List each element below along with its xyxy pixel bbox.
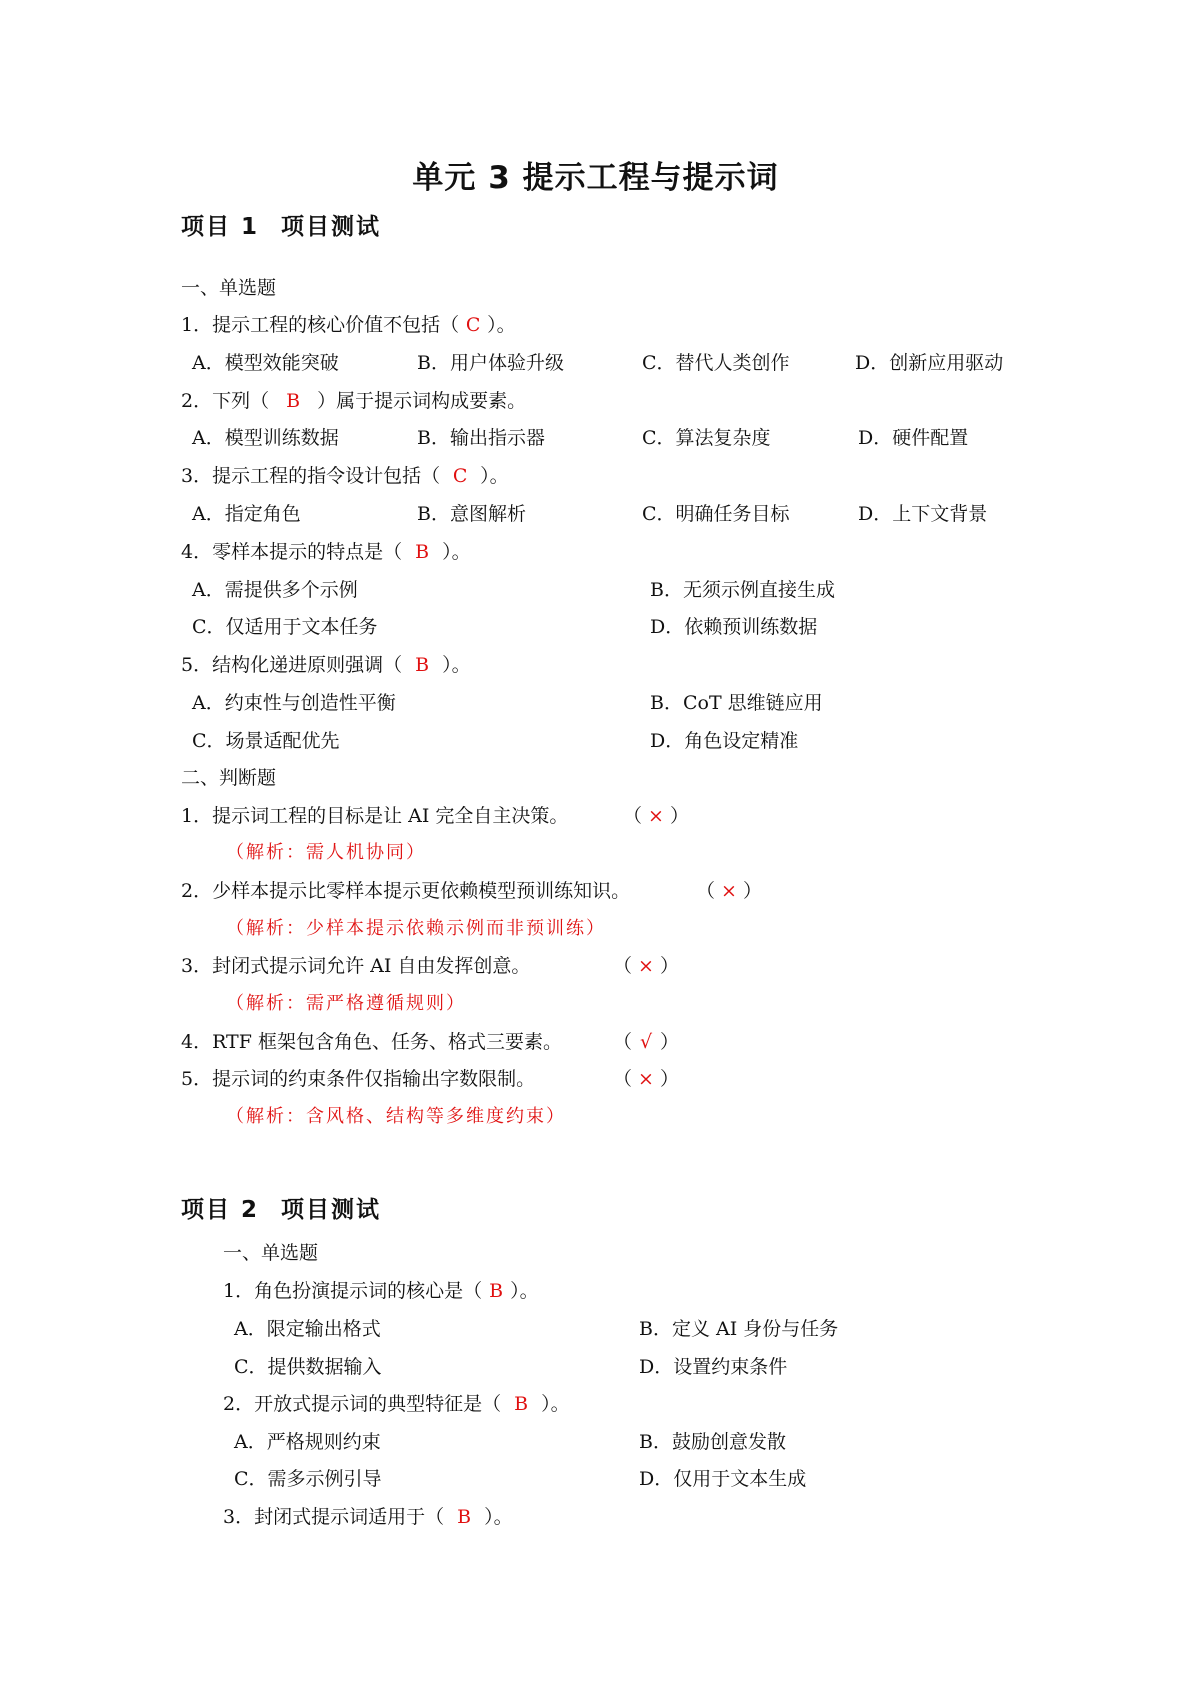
answer: C xyxy=(465,314,481,336)
option-a: A．模型训练数据 xyxy=(192,427,339,449)
judgement-1: 1．提示词工程的目标是让 AI 完全自主决策。 xyxy=(181,805,569,827)
option-c: C．提供数据输入 xyxy=(234,1356,382,1378)
page-title: 单元 3 提示工程与提示词 xyxy=(412,160,779,196)
option-c: C．替代人类创作 xyxy=(642,352,790,374)
question-3: 3．封闭式提示词适用于（ B ）。 xyxy=(223,1506,513,1528)
option-b: B．无须示例直接生成 xyxy=(650,579,835,601)
section-heading-project-1 xyxy=(181,208,381,241)
option-a: A．指定角色 xyxy=(192,503,301,525)
option-c: C．明确任务目标 xyxy=(642,503,790,525)
question-4: 4．零样本提示的特点是（ B ）。 xyxy=(181,541,471,563)
answer: B xyxy=(457,1506,472,1528)
option-b: B．意图解析 xyxy=(417,503,526,525)
option-c: C．算法复杂度 xyxy=(642,427,771,449)
option-a: A．模型效能突破 xyxy=(192,352,339,374)
judgement-3: 3．封闭式提示词允许 AI 自由发挥创意。 xyxy=(181,955,531,977)
option-b: B．鼓励创意发散 xyxy=(639,1431,786,1453)
judgement-4-answer: （ √ ） xyxy=(613,1031,680,1053)
option-c: C．场景适配优先 xyxy=(192,730,340,752)
option-a: A．限定输出格式 xyxy=(234,1318,381,1340)
option-c: C．需多示例引导 xyxy=(234,1468,382,1490)
subsection-single-choice: 一、单选题 xyxy=(223,1242,319,1264)
option-d: D．上下文背景 xyxy=(858,503,988,525)
answer: B xyxy=(415,654,430,676)
option-a: A．严格规则约束 xyxy=(234,1431,381,1453)
answer: B xyxy=(489,1280,504,1302)
option-d: D．设置约束条件 xyxy=(639,1356,788,1378)
judgement-5: 5．提示词的约束条件仅指输出字数限制。 xyxy=(181,1068,536,1090)
judgement-2-answer: （ × ） xyxy=(696,880,763,902)
heading-number: 项目 2 xyxy=(181,1197,260,1223)
judgement-1-answer: （ × ） xyxy=(623,805,690,827)
option-a: A．约束性与创造性平衡 xyxy=(192,692,396,714)
question-1: 1．提示工程的核心价值不包括（ C ）。 xyxy=(181,314,516,336)
subsection-true-false: 二、判断题 xyxy=(181,767,277,789)
judgement-2: 2．少样本提示比零样本提示更依赖模型预训练知识。 xyxy=(181,880,631,902)
question-5: 5．结构化递进原则强调（ B ）。 xyxy=(181,654,471,676)
option-b: B．CoT 思维链应用 xyxy=(650,692,823,714)
question-2: 2．下列（ B ）属于提示词构成要素。 xyxy=(181,390,527,412)
answer: B xyxy=(286,390,301,412)
heading-label: 项目测试 xyxy=(281,1197,382,1223)
answer: C xyxy=(452,465,468,487)
heading-label: 项目测试 xyxy=(281,214,382,240)
judgement-3-note: （解析：需严格遵循规则） xyxy=(226,993,466,1014)
answer: B xyxy=(415,541,430,563)
subsection-single-choice: 一、单选题 xyxy=(181,277,277,299)
option-b: B．用户体验升级 xyxy=(417,352,564,374)
judgement-1-note: （解析：需人机协同） xyxy=(226,842,426,863)
option-d: D．创新应用驱动 xyxy=(855,352,1004,374)
question-1: 1．角色扮演提示词的核心是（ B ）。 xyxy=(223,1280,539,1302)
judgement-3-answer: （ × ） xyxy=(613,955,680,977)
option-b: B．定义 AI 身份与任务 xyxy=(639,1318,839,1340)
judgement-5-note: （解析：含风格、结构等多维度约束） xyxy=(226,1106,566,1127)
option-d: D．仅用于文本生成 xyxy=(639,1468,807,1490)
question-2: 2．开放式提示词的典型特征是（ B ）。 xyxy=(223,1393,570,1415)
judgement-5-answer: （ × ） xyxy=(613,1068,680,1090)
judgement-2-note: （解析：少样本提示依赖示例而非预训练） xyxy=(226,918,606,939)
judgement-4: 4．RTF 框架包含角色、任务、格式三要素。 xyxy=(181,1031,562,1053)
question-3: 3．提示工程的指令设计包括（ C ）。 xyxy=(181,465,509,487)
option-b: B．输出指示器 xyxy=(417,427,545,449)
answer: B xyxy=(514,1393,529,1415)
option-d: D．角色设定精准 xyxy=(650,730,799,752)
section-heading-project-2 xyxy=(181,1191,381,1224)
option-d: D．依赖预训练数据 xyxy=(650,616,818,638)
option-c: C．仅适用于文本任务 xyxy=(192,616,378,638)
heading-number: 项目 1 xyxy=(181,214,260,240)
option-a: A．需提供多个示例 xyxy=(192,579,358,601)
option-d: D．硬件配置 xyxy=(858,427,969,449)
